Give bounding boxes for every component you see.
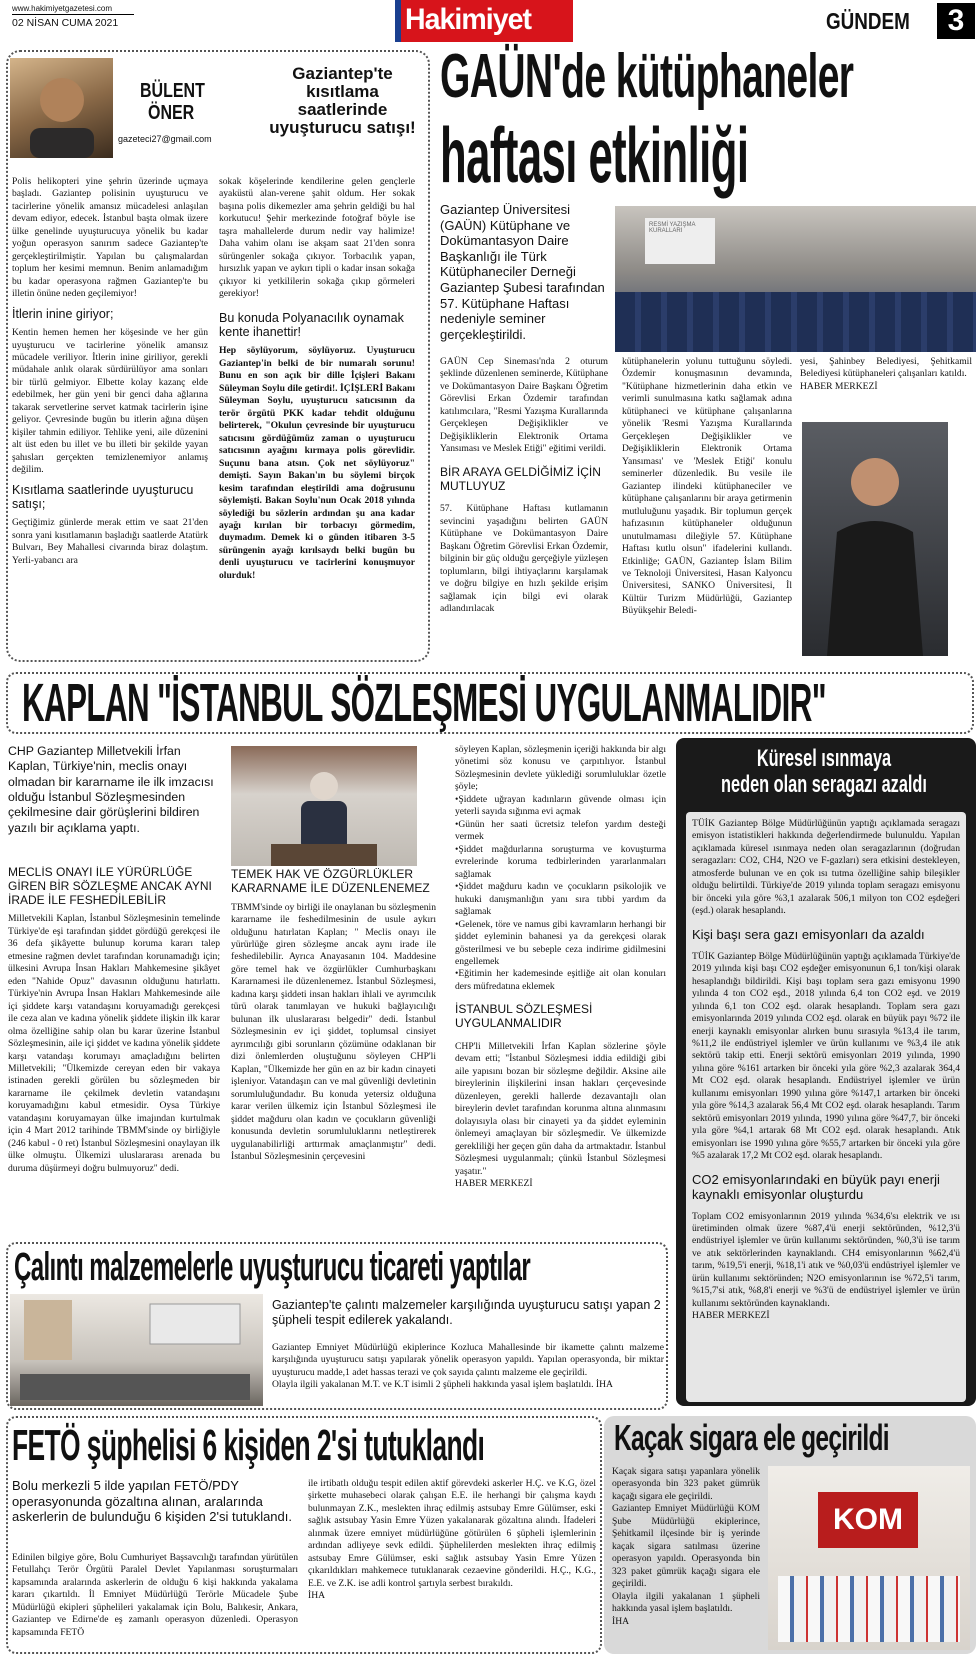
column-title: Gaziantep'te kısıtlama saatlerinde uyuşturucu satışı! [269,64,416,137]
issue-date: 02 NİSAN CUMA 2021 [12,17,119,29]
kaplan-col2 [231,868,436,1228]
gaun-paragraph-2: 57. Kütüphane Haftası kutlamanın sevincini yaşadığını belirten GAÜN Kütüphane ve Dokümantasyon Daire Başkanı Öğretim Görevlisi Erkan Özdemir, bilginin bir güç olduğu gerçeğiyle yüzleşen toplumların, bilgi ihtiyaçlarını karşılamak ve doğru bilgiye en hızlı şekilde erişim sağlamak için bilgi evi olarak adlandırılacak [440,503,608,615]
stolen-goods-paragraph-2-text: Olayla ilgili yakalanan M.T. ve K.T isimli 2 şüpheli hakkında yasal işlem başlatıldı. [272,1379,594,1391]
feto-paragraph-1: Edinilen bilgiye göre, Bolu Cumhuriyet Başsavcılığı tarafından yürütülen Fetullahçı Terör Örgütü Paralel Devlet Yapılanması soruşturmaları kapsamında aralarında askerlerin de olduğu 6 kişi hakkında yakalama kararı çıkartıldı. İl Emniyet Müdürlüğü Terörle Mücadele Şube Müdürlüğü ekipleri şüphelileri yakalamak için Bolu, Balıkesir, Ankara, Gaziantep ve Edirne'de eş zamanlı operasyon düzenledi. Operasyon kapsamında FETÖ [12,1552,298,1638]
kaplan-credit: HABER MERKEZİ [455,1178,533,1190]
kom-banner: KOM [818,1492,918,1548]
parliament-speaker-icon [231,746,417,866]
seized-items-icon [10,1294,263,1406]
cigarette-packs [778,1576,960,1642]
gaun-paragraph-4: yesi, Şahinbey Belediyesi, Şehitkamil Belediyesi kütüphaneleri çalışanları katıldı. [800,356,972,380]
feto-lead: Bolu merkezli 5 ilde yapılan FETÖ/PDY operasyonunda gözaltına alınan, aralarında askerlerin de bulunduğu 6 kişiden 2'si tutuklandı. [12,1478,292,1525]
feto-col1 [12,1552,298,1650]
climate-headline [688,746,960,799]
kaplan-headline: KAPLAN "İSTANBUL SÖZLEŞMESİ UYGULANMALIDIR" [22,673,827,733]
kaplan-paragraph-1: Milletvekili Kaplan, İstanbul Sözleşmesinin temelinde Türkiye'de eşi tarafından şiddet gördüğü gerekçesi ile 36 defa şikâyette bulunup koruma kararı talep etmesine rağmen devlet tarafından korunamadığı için; ülkesini Avrupa İnsan Hakları Mahkemesine şikâyet eden "Nahide Opuz" davasının olduğunu hatırlattı. Türkiye'nin Avrupa İnsan Hakları Mahkemesinde aile içi şiddete karşı vatandaşını koruyamadığı gerekçesi ile ceza alan ve kadına yönelik şiddete ilişkin ilk karar olma özelliğine sahip olan bu karar üzerine İstanbul Sözleşmesinin, aile içi şiddet ve kadına yönelik şiddete karşı vatandaşı korumayı amaçladığını belirten Milletvekili; "Ülkemizde cereyan eden bir vakaya istinaden gerekli görülen bu sözleşmeden bir kararname ile çekilmek devletin vatandaşını koruyamadığını kabul etmesidir. Oysa Türkiye vatandaşını koruyamayan ülke imajından kurtulmak için 4 Mart 2012 tarihinde TBMM'sinde oy birliğiyle (246 kabul - 0 ret) İstanbul Sözleşmesini onaylayan ilk ülke olmuştu. Ülkemizi uluslararası arenada bu duruma düşürmeyi doğru bulmuyoruz" dedi. [8,913,220,1174]
gaun-paragraph-3: kütüphanelerin yolunu tuttuğunu söyledi. Özdemir konuşmasının devamında, "Kütüphane hizmetlerinin daha etkin ve verimli sunulmasına katkı sağlamak adına kütüphaneci ve kütüphane çalışanlarına yönelik 'Resmi Yazışma Kurallarında Gerçekleşen Değişiklikler ve Değişikliklerin Elektronik Ortama Yansıması' ve 'Meslek Etiği' konulu seminerler düzenledik. Bu vesile ile Gaziantep ilindeki kütüphaneciler ve kütüphane çalışanlarını bir araya getirmenin mutluluğunu yaşadık. Bir toplumun gerçek hafızasının kütüphaneler olduğunun unutulmaması dileğiyle 57. Kütüphane Haftası kutlu olsun" ifadelerini kullandı. Etkinliğe; GAÜN, Gaziantep İslam Bilim ve Teknoloji Üniversitesi, Hasan Kalyoncu Üniversitesi, SANKO Üniversitesi, İl Kültür Turizm Müdürlüğü, Gaziantep Büyükşehir Beledi- [622,356,792,617]
column-intro: Polis helikopteri yine şehrin üzerinde uçmaya başladı. Gaziantep polisinin uyuşturucu ve tacirlerine yönelik amansız mücadelesi anlaşılan devam ediyor, edecek. İstanbul başta olmak üzere ülke genelinde uyuşturucuya yönelik bu kadar yoğun operasyon sanırım sadece Gaziantep'te gerçekleştirilmiştir. Yapılan bu çalışmalardan toplum her kesimi memnun. Benim anlamadığım bu kadar operasyona rağmen Gaziantep'te bu illetin önüne neden geçilemiyor! [12,176,208,300]
divider [12,14,134,15]
kaplan-bullet: •Gelenek, töre ve namus gibi kavramların herhangi bir şiddet eyleminin bahanesi ya da gerekçesi olarak gösterilmesi ve bu sebeple ceza indirime gidilmesini engellemek [455,918,666,967]
climate-subhead-2: CO2 emisyonlarındaki en büyük payı enerji kaynaklı emisyonlar oluşturdu [692,1171,940,1202]
kaplan-bullet: •Günün her saati ücretsiz telefon yardım desteği vermek [455,818,666,843]
stolen-goods-headline: Çalıntı malzemelerle uyuşturucu ticareti yaptılar [14,1245,531,1289]
cigarette-paragraph-2: Gaziantep Emniyet Müdürlüğü KOM Şube Müdürlüğü ekiplerince, Şehitkamil ilçesinde bir iş yerinde kaçak sigara satılması üzerine operasyon yapıldı. Operasyonda bin 323 paket gümrük kaçağı sigara ele geçirildi. [612,1503,760,1590]
author-photo [10,58,113,158]
cigarette-paragraph-1: Kaçak sigara satışı yapanlara yönelik operasyonda bin 323 paket gümrük kaçağı sigara ele geçirildi. [612,1466,760,1502]
kaplan-col1 [8,866,220,1226]
speaker-photo [802,422,948,656]
author-first-name: BÜLENT [140,80,205,102]
kaplan-paragraph-3: söyleyen Kaplan, sözleşmenin içeriği hakkında bir algı yönetimi söz konusu ve çarpıtılıyor. İstanbul Sözleşmesinin devlete yüklediği sorumluluklar özetle şöyle; [455,744,666,793]
gaun-col3 [800,356,972,393]
section-title: GÜNDEM [826,8,910,34]
stolen-goods-paragraph-2 [272,1379,664,1391]
stolen-goods-photo [10,1294,263,1406]
column-subhead-1: İtlerin inine giriyor; [12,306,114,321]
gaun-subhead: BİR ARAYA GELDİĞİMİZ İÇİN MUTLUYUZ [440,464,601,493]
logo [395,0,573,42]
kaplan-paragraph-4: CHP'li Milletvekili İrfan Kaplan sözlerine şöyle devam etti; "İstanbul Sözleşmesi iddia edildiği gibi aile yapısını bozan bir sözleşme değildir. Aksine aile bireylerinin ilişkilerini insan hakları çerçevesinde düzenleyen, gerekli hallerde dezavantajlı olan bireylerin devlet tarafından korunma altına alınmasını dolayısıyla olası bir cinayeti ya da şiddet eyleminin önlemeyi amaçlayan bir sözleşmedir. Ve ülkemizde gerekliliği her geçen gün daha da artmaktadır. İstanbul Sözleşmesi uygulanmalı; çünkü İstanbul Sözleşmesi yaşatır." [455,1040,666,1177]
seminar-photo [615,206,976,352]
cigarette-body [612,1466,760,1650]
author-last-name: ÖNER [148,102,195,124]
column-subhead-3: Bu konuda Polyanacılık oynamak kente ihanettir! [219,310,404,340]
climate-paragraph-3: Toplam CO2 emisyonlarının 2019 yılında %34,6'sı elektrik ve ısı üretiminden olmak üzere %87,4'ü enerji sektöründen, %12,3'ü endüstriyel işlemler ve ürün kullanımı sektöründen, %0,3'ü ise tarım ve atık sektörlerinden kaynaklandı. CH4 emisyonlarının %62,4'ü tarım, %19,5'i enerji, %18,1'i atık ve %0,03'ü endüstriyel işlemler ve ürün kullanımı sektöründen; N2O emisyonlarının ise %72,5'i tarım, %15,7'si atık, %8,8'i enerji ve %3'ü de endüstriyel işlemler ve ürün kullanımı sektöründen kaynaklandı. [692,1210,960,1309]
gaun-col2 [622,356,792,656]
stolen-goods-lead: Gaziantep'te çalıntı malzemeler karşılığında uyuşturucu satışı yapan 2 şüpheli tespit edilerek yakalandı. [272,1298,661,1327]
gaun-credit: HABER MERKEZİ [800,380,878,392]
logo-text: Hakimiyet [405,3,532,36]
website-url[interactable]: www.hakimiyetgazetesi.com [12,4,113,13]
kaplan-subhead-3: İSTANBUL SÖZLEŞMESİ UYGULANMALIDIR [455,1002,593,1031]
portrait-icon [10,58,113,158]
feto-col2 [308,1478,596,1650]
climate-headline-line-1: Küresel ısınmaya [756,745,892,772]
column-paragraph-4: Hep söylüyorum, söylüyoruz. Uyuşturucu Gaziantep'in belki de bir numaralı sorunu! Bunu en son açık bir dille İçişleri Bakanı Süleyman Soylu dile getirdi!. İÇİŞLERİ Bakanı Süleyman Soylu, uyuşturucu satıcısının da terör örgütü PKK kadar tehdit olduğunu belirterek, "Okulun çevresinde bir uyuşturucu satıcısını gördüğümüz zaman o uyuşturucu satıcısının ayağını kırmaya polis görevlidir. Suçunu bana atsın. Çok net söylüyoruz" demişti. Sayın Bakan'ın bu söylemi birçok kesim tarafından eleştirildi ama doğrusunu söylemişti. Bakan Soylu'nun Ocak 2018 yılında söylediği bu sözlerin ardından şu ana kadar ayağı kırılan bir torbacıyı görmedim, duymadım. Demek ki o günden itibaren 3-5 sürüngenin ayağı kırılsaydı belki bugün bu denli uyuşturucu ve tacirlerini konuşmuyor olurduk! [219,345,415,581]
cigarette-photo [768,1466,970,1650]
gaun-headline-2: haftası etkinliği [440,111,749,199]
seats [615,292,976,352]
climate-credit: HABER MERKEZİ [692,1310,770,1322]
gaun-paragraph-1: GAÜN Cep Sineması'nda 2 oturum şeklinde düzenlenen seminerde, Kütüphane ve Dokümantasyon Daire Başkanı Öğretim Görevlisi Erkan Özdemir tarafından katılımcılara, "Resmi Yazışma Kurallarında Gerçekleşen Değişiklikler ve Değişikliklerin Elektronik Ortama Yansıması ve Meslek Etiği" eğitimi verildi. [440,356,608,455]
column-paragraph-2: Geçtiğimiz günlerde merak ettim ve saat 21'den sonra yani kısıtlamanın başladığı saatlerde Atatürk Bulvarı, Bey Mahallesi civarında biraz dolaştım. Yerli-yabancı ara [12,517,208,566]
gaun-lead: Gaziantep Üniversitesi (GAÜN) Kütüphane ve Dokümantasyon Daire Başkanlığı ile Türk Kütüphaneciler Derneği Gaziantep Şubesi tarafından 57. Kütüphane Haftası nedeniyle seminer gerçekleştirildi. [440,202,605,342]
kaplan-bullet: •Şiddete uğrayan kadınların güvende olması için yeterli sayıda sığınma evi açmak [455,793,666,818]
climate-content [686,812,966,1402]
kaplan-bullet: •Şiddet mağduru kadın ve çocukların psikolojik ve hukuki danışmanlığın yanı sıra tıbbi yardım da sağlamak [455,881,666,918]
stolen-goods-body [272,1342,664,1392]
cigarette-paragraph-3: Olayla ilgili yakalanan 1 şüpheli hakkında yasal işlem başlatıldı. [612,1590,760,1615]
column-subhead-2: Kısıtlama saatlerinde uyuşturucu satışı; [12,482,194,512]
kaplan-bullet: •Eğitimin her kademesinde eşitliğe ait olan konuları ders müfredatına eklemek [455,968,666,992]
stolen-goods-credit: İHA [595,1379,613,1391]
kaplan-col3 [455,744,666,1228]
kaplan-subhead-1: MECLİS ONAYI İLE YÜRÜRLÜĞE GİREN BİR SÖZLEŞME ANCAK AYNI İRADE İLE FESHEDİLEBİLİR [8,866,212,907]
author-email[interactable]: gazeteci27@gmail.com [118,134,212,144]
climate-paragraph-2: TÜİK Gaziantep Bölge Müdürlüğünün yaptığı açıklamada Türkiye'de 2019 yılında kişi başı CO2 eşdeğer emisyonunun 6,1 ton/kişi olarak hesaplandığı bildirildi. Kişi başı toplam sera gazı emisyonu 1990 yılında 4 ton CO2 eşd., 2018 yılında 6,4 ton CO2 eşd. ve 2019 yılında 6,1 ton CO2 eşd. olarak hesaplandı. Toplam sera gazı emisyonlarında 2019 yılında CO2 eşd. olarak en büyük payı %72 ile enerji kaynaklı emisyonlar alırken bunu sırasıyla %13,4 ile tarım, %11,2 ile endüstriyel işlemler ve ürün kullanımı ve %3,4 ile atık sektörü takip etti. Enerji sektörü emisyonları 2019 yılında, 1990 yılına göre %161 artarken bir önceki yıla göre %2,3 azalarak 364,4 Mt CO2 eşd. olarak hesaplandı. Endüstriyel işlemler ve ürün kullanımı emisyonları 1990 yılına göre %147,1 artarken bir önceki yıla göre %14,3 azalarak 56,4 Mt CO2 eşd. olarak hesaplandı. Tarım sektörü emisyonları 2019 yılında, 1990 yılına göre %47,7, bir önceki yıla göre %4,1 artarak 68 Mt CO2 eşd. olarak hesaplandı. Atık emisyonları ise 1990 yılına göre %55,7 artarken bir önceki yıla göre %5 azalarak 17,2 Mt CO2 eşd. olarak hesaplandı. [692,950,960,1162]
kaplan-subhead-2: TEMEK HAK VE ÖZGÜRLÜKLER KARARNAME İLE DÜZENLENEMEZ [231,868,430,895]
feto-headline: FETÖ şüphelisi 6 kişiden 2'si tutuklandı [12,1421,485,1470]
kaplan-paragraph-2: TBMM'sinde oy birliği ile onaylanan bu sözleşmenin kararname ile feshedilmesinin de usule aykırı olduğunu hatırlatan Kaplan; " Meclis onayı ile yürürlüğe giren sözleşme ancak aynı irade ile feshedilebilir. Ayrıca Anayasanın 104. Maddesine göre temel hak ve özgürlükler Cumhurbaşkanı Kararnamesi ile düzenlenemez. İstanbul Sözleşmesi, kadına karşı şiddeti insan hakları ihlali ve ayrımcılık türü olarak tanımlayan ve hukuki bağlayıcılığı bulunan ilk uluslararası belgedir" dedi. İstanbul Sözleşmesinin ev içi şiddet, toplumsal cinsiyet ayrımcılığı gibi sorunların çözümüne odaklanan bir dizi önlemlerden oluştuğunu söyleyen CHP'li Kaplan, "Ülkemizde her gün en az bir kadın cinayeti işleniyor. Vatandaşın can ve mal güvenliği devletinin sorumluluğundadır. Bu konuda yetersiz olduğuna karar verilen ülkemiz için İstanbul Sözleşmesi ile şiddet mağduru olan kadın ve çocukların güvenliği konusunda devletin sorumluluklarını netleştirerek uygulanabilirliği arttırmak amaçlanmıştır" dedi. İstanbul Sözleşmesinin çerçevesini [231,901,436,1162]
page-number: 3 [937,3,975,39]
kaplan-lead: CHP Gaziantep Milletvekili İrfan Kaplan, Türkiye'nin, meclis onayı olmadan bir kararname ile ilk imzacısı olduğu İstanbul Sözleşmesinden çekilmesine dair görüşlerini bildiren yazılı bir açıklama yaptı. [8,744,214,835]
climate-paragraph-1: TÜİK Gaziantep Bölge Müdürlüğünün yaptığı açıklamada seragazı emisyon istatistikleri hakkında değerlendirmede bulunuldu. Yapılan açıklamada küresel ısınmaya neden olan seragazlarının (doğrudan seragazları: CO2, CH4, N2O ve F-gazları) sera etkisini destekleyen, atmosferde bulunan ve en çok ısı tutma özelliğine sahip bileşikler olduğu belirtildi. Türkiye'de 2019 yılında toplam seragazı emisyonu bir önceki yıla göre %3,1 azalarak 506,1 milyon ton CO2 eşdeğeri (eşd.) olarak hesaplandı. [692,818,960,917]
logo-stripe [395,0,401,42]
cigarette-headline: Kaçak sigara ele geçirildi [614,1417,889,1458]
projection-slide: RESMİ YAZIŞMA KURALLARI [645,218,715,264]
cigarette-credit: İHA [612,1615,630,1627]
gaun-col1 [440,356,608,656]
column-paragraph-1: Kentin hemen hemen her köşesinde ve her gün uyuşturucu ve tacirlerine yönelik amansız mücadele veriliyor. İtlerin inine giriliyor, gerekli müdahale anlık olarak sürdürülüyor ama sonları bir türlü gelmiyor. Elbette kolay kazanç elde edebilmek, her gün yeni bir genci daha ağlarına takarak servetlerine servet katmak tacirlerin işine geliyor. Çevresinde bugün bu itlerin ağına düşen kişiler tahmin ediliyor. Tehlike yeni, aile düzenini alt üst eden bu illet ve bu illeti bir şekilde yayan şahısları gerçekten temizlenemiyor anlamış değilim. [12,327,208,476]
climate-headline-line-2: neden olan seragazı azaldı [721,771,927,799]
gaun-headline-1: GAÜN'de kütüphaneler [440,42,854,111]
climate-subhead-1: Kişi başı sera gazı emisyonları da azaldı [692,926,925,942]
feto-credit: İHA [308,1590,326,1602]
column-col2 [219,176,415,658]
speaker-icon [802,422,948,656]
stolen-goods-paragraph-1: Gaziantep Emniyet Müdürlüğü ekiplerince Kozluca Mahallesinde bir ikamette çalıntı malzeme karşılığında uyuşturucu satışı yapılarak yönelik operasyon yapıldı. Yapılan operasyonda, bir miktar uyuşturucu madde,1 adet hassas terazi ve çok sayıda çalıntı malzeme ele geçirildi. [272,1342,664,1378]
kaplan-photo [231,746,417,866]
feto-paragraph-2: ile irtibatlı olduğu tespit edilen aktif görevdeki askerler H.Ç. ve K.G, özel şirkette muhasebeci olarak çalışan E.E. ile herhangi bir çalışma kaydı bulunmayan Z.K., meslekten ihraç edilmiş astsubay Emre Gülümser, eski sağlık astsubay Yasin Emre Yüzen yakalanarak gözaltına alındı. İfadeleri alınmak üzere emniyet müdürlüğüne götürülen 6 şüpheli işlemlerinin ardından adliyeye sevk edildi. Şüphelilerden meslekten ihraç edilmiş astsubay Emre Gülümser, eski sağlık astsubay Yasin Emre Yüzen çıkarıldıkları mahkemece tutuklanarak cezaevine gönderildi. H.Ç., K.G., E.E. ve Z.K. ise adli kontrol şartıyla serbest bırakıldı. [308,1478,596,1589]
kaplan-bullet: •Şiddet mağdurlarına soruşturma ve kovuşturma evrelerinde koruma tedbirlerinden yararlanmaları sağlamak [455,843,666,880]
column-col1 [12,176,208,658]
column-paragraph-3: sokak köşelerinde kendilerine gelen gençlerle ayaküstü alan-verene şahit oldum. Her sokak başına polis dikemezler ama şehrin geldiği bu hal korkutucu! Şehir merkezinde fotoğraf böyle ise taşra mahallelerde durum nedir vay halimize! Daha vahim olanı ise akşam saat 21'den sonra sürüngenler sokağa çıkıyor. Torbacılık yapan, hırsızlık yapan ve aykırı tipli o kadar insan sokağa çıkıyor ki yetkililerin sokağa çıkıp görmeleri gerekiyor! [219,176,415,300]
